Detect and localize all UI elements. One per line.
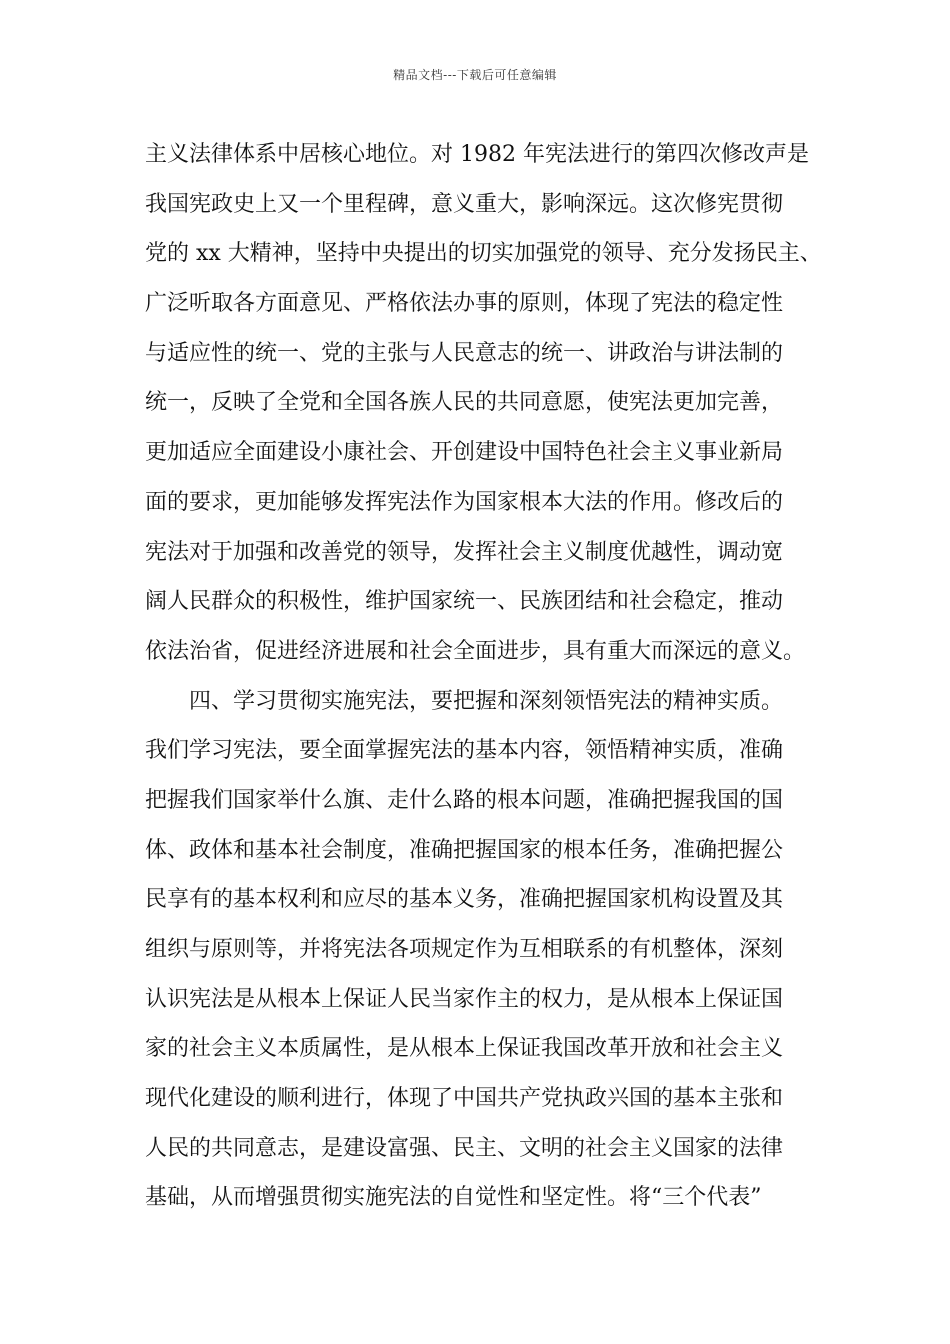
text-line: 家的社会主义本质属性，是从根本上保证我国改革开放和社会主义 — [145, 1036, 784, 1062]
text-line: 组织与原则等，并将宪法各项规定作为互相联系的有机整体，深刻 — [145, 937, 784, 962]
text-line: 面的要求，更加能够发挥宪法作为国家根本大法的作用。修改后的 — [145, 489, 784, 515]
text-line: 依法治省，促进经济进展和社会全面进步，具有重大而深远的意义。 — [145, 638, 806, 664]
text-line: 党的 xx 大精神，坚持中央提出的切实加强党的领导、充分发扬民主、 — [145, 241, 822, 267]
page-header: 精品文档---下载后可任意编辑 — [393, 68, 557, 82]
text-line: 广泛听取各方面意见、严格依法办事的原则，体现了宪法的稳定性 — [145, 291, 784, 317]
text-line: 人民的共同意志，是建设富强、民主、文明的社会主义国家的法律 — [145, 1135, 784, 1161]
text-line: 把握我们国家举什么旗、走什么路的根本问题，准确把握我国的国 — [145, 787, 784, 813]
text-line: 我们学习宪法，要全面掌握宪法的基本内容，领悟精神实质，准确 — [145, 738, 784, 764]
text-line: 现代化建设的顺利进行，体现了中国共产党执政兴国的基本主张和 — [145, 1086, 784, 1112]
text-line: 阔人民群众的积极性，维护国家统一、民族团结和社会稳定，推动 — [145, 589, 784, 615]
text-line: 我国宪政史上又一个里程碑，意义重大，影响深远。这次修宪贯彻 — [145, 191, 784, 217]
body-text — [145, 130, 835, 1223]
text-line: 认识宪法是从根本上保证人民当家作主的权力，是从根本上保证国 — [145, 986, 784, 1012]
text-line: 与适应性的统一、党的主张与人民意志的统一、讲政治与讲法制的 — [145, 340, 784, 366]
text-line: 体、政体和基本社会制度，准确把握国家的根本任务，准确把握公 — [145, 837, 784, 863]
text-line: 更加适应全面建设小康社会、开创建设中国特色社会主义事业新局 — [145, 440, 784, 466]
text-line: 宪法对于加强和改善党的领导，发挥社会主义制度优越性，调动宽 — [145, 539, 784, 565]
text-line: 基础，从而增强贯彻实施宪法的自觉性和坚定性。将“三个代表” — [145, 1185, 762, 1211]
text-line: 主义法律体系中居核心地位。对 1982 年宪法进行的第四次修改声是 — [145, 142, 809, 167]
text-line: 民享有的基本权利和应尽的基本义务，准确把握国家机构设置及其 — [145, 887, 784, 913]
text-line: 统一，反映了全党和全国各族人民的共同意愿，使宪法更加完善， — [145, 390, 784, 416]
section-heading-line: 四、学习贯彻实施宪法，要把握和深刻领悟宪法的精神实质。 — [189, 688, 784, 714]
